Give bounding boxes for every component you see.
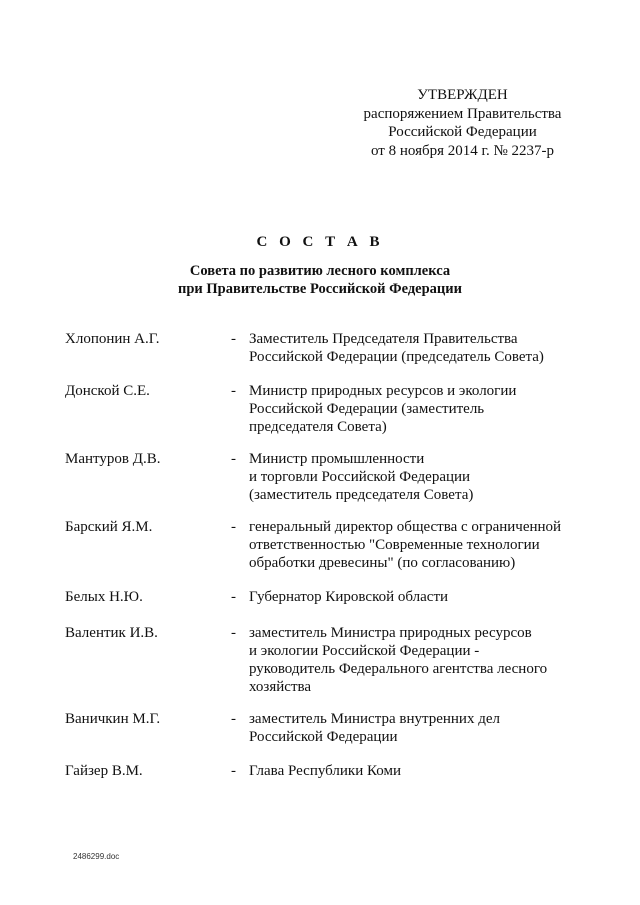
approval-line: Российской Федерации [388,124,537,140]
position-line: (заместитель председателя Совета) [249,487,474,503]
position-line: ответственностью "Современные технологии [249,537,540,553]
position-line: председателя Совета) [249,419,387,435]
member-position [249,588,579,606]
approval-line: от 8 ноября 2014 г. № 2237-р [370,142,555,159]
member-name: Гайзер В.М. [65,763,143,779]
member-name: Валентик И.В. [65,625,158,641]
member-name: Ваничкин М.Г. [65,711,161,727]
position-line: и торговли Российской Федерации [249,469,471,485]
member-dash: - [231,625,236,641]
position-line: заместитель Министра природных ресурсов [249,625,532,641]
member-name: Барский Я.М. [65,519,153,535]
member-position [249,450,579,504]
position-line: Российской Федерации [249,729,398,745]
member-position [249,382,579,436]
position-line: обработки древесины" (по согласованию) [249,555,516,571]
subtitle-line: при Правительстве Российской Федерации [178,281,462,297]
position-line: заместитель Министра внутренних дел [249,711,500,727]
position-line: хозяйства [249,679,312,695]
member-dash: - [231,383,236,399]
member-name: Хлопонин А.Г. [65,331,160,347]
position-line: Российской Федерации (председатель Совета) [249,349,544,365]
position-line: руководитель Федерального агентства лесного [249,661,548,677]
position-line: Глава Республики Коми [249,763,401,779]
member-dash: - [231,331,236,347]
member-name: Белых Н.Ю. [65,589,143,605]
member-name: Мантуров Д.В. [65,451,161,467]
member-dash: - [231,589,236,605]
member-dash: - [231,711,236,727]
file-name-footer: 2486299.doc [73,852,120,861]
position-line: генеральный директор общества с ограниченной [249,519,562,535]
approval-line: УТВЕРЖДЕН [417,87,508,103]
position-line: Министр природных ресурсов и экологии [249,383,517,399]
position-line: Российской Федерации (заместитель [249,401,485,417]
member-position [249,518,579,572]
position-line: Министр промышленности [249,451,425,467]
document-subtitle [0,262,640,298]
member-position [249,330,579,366]
member-dash: - [231,451,236,467]
position-line: Губернатор Кировской области [249,589,449,605]
member-position [249,762,579,780]
position-line: Заместитель Председателя Правительства [249,331,518,347]
member-dash: - [231,763,236,779]
document-title: С О С Т А В [256,234,384,250]
member-position [249,624,579,696]
member-name: Донской С.Е. [65,383,150,399]
member-position [249,710,579,746]
member-dash: - [231,519,236,535]
subtitle-line: Совета по развитию лесного комплекса [189,263,451,279]
position-line: и экологии Российской Федерации - [249,643,480,659]
approval-stamp [340,86,585,160]
approval-line: распоряжением Правительства [363,105,562,122]
